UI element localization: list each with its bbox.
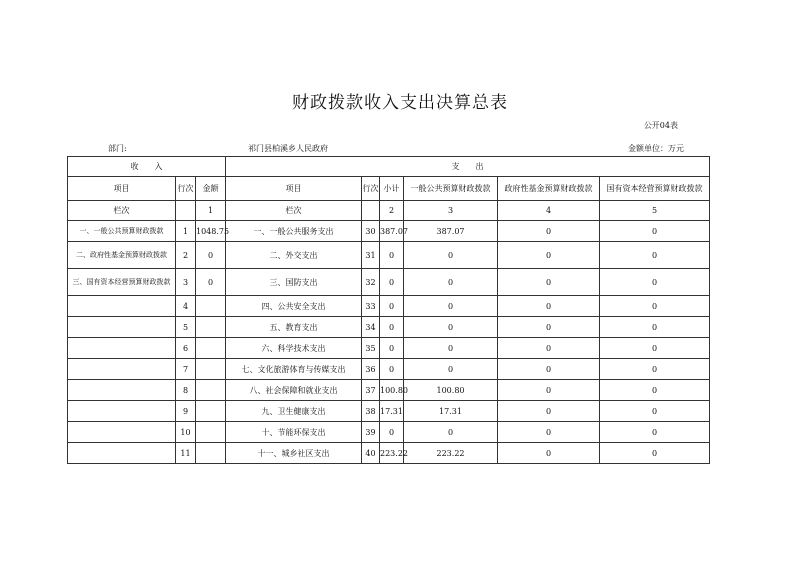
general-budget-value: 0 [404,242,498,269]
income-line-no: 5 [176,317,196,338]
expense-item: 三、国防支出 [226,269,362,296]
col-general-budget: 一般公共预算财政拨款 [404,177,498,201]
table-row [68,317,710,338]
table-row [68,221,710,242]
expense-item: 八、社会保障和就业支出 [226,380,362,401]
state-capital-value: 0 [600,242,710,269]
state-capital-value: 0 [600,380,710,401]
general-budget-value: 0 [404,338,498,359]
income-amount: 0 [196,242,226,269]
state-capital-value: 0 [600,269,710,296]
seq-subtotal: 2 [380,201,404,221]
state-capital-value: 0 [600,422,710,443]
income-amount [196,422,226,443]
col-subtotal: 小计 [380,177,404,201]
table-row [68,359,710,380]
income-line-no: 4 [176,296,196,317]
expense-header: 支 出 [226,157,710,177]
expense-item: 七、文化旅游体育与传媒支出 [226,359,362,380]
income-line-no: 7 [176,359,196,380]
expense-item: 九、卫生健康支出 [226,401,362,422]
income-amount [196,317,226,338]
state-capital-value: 0 [600,317,710,338]
gov-fund-value: 0 [498,359,600,380]
expense-line-no: 33 [362,296,380,317]
seq-general: 3 [404,201,498,221]
budget-summary-table [67,156,710,464]
table-row [68,443,710,464]
expense-item: 六、科学技术支出 [226,338,362,359]
state-capital-value: 0 [600,401,710,422]
state-capital-value: 0 [600,338,710,359]
expense-line-no: 39 [362,422,380,443]
general-budget-value: 0 [404,422,498,443]
general-budget-value: 0 [404,317,498,338]
income-line-no: 8 [176,380,196,401]
expense-item: 一、一般公共服务支出 [226,221,362,242]
income-item: 一、一般公共预算财政拨款 [68,221,176,242]
subtotal-value: 0 [380,269,404,296]
table-row [68,242,710,269]
gov-fund-value: 0 [498,296,600,317]
income-amount: 1048.75 [196,221,226,242]
col-expense-item: 项目 [226,177,362,201]
table-row [68,380,710,401]
expense-item: 十、节能环保支出 [226,422,362,443]
col-gov-fund: 政府性基金预算财政拨款 [498,177,600,201]
expense-line-no: 34 [362,317,380,338]
subtotal-value: 0 [380,296,404,317]
expense-item: 二、外交支出 [226,242,362,269]
unit-label: 金额单位：万元 [628,144,684,153]
subtotal-value: 0 [380,422,404,443]
gov-fund-value: 0 [498,380,600,401]
expense-item: 五、教育支出 [226,317,362,338]
department-label: 部门: [108,144,127,153]
table-row [68,296,710,317]
income-item [68,443,176,464]
income-line-no: 11 [176,443,196,464]
state-capital-value: 0 [600,221,710,242]
income-item [68,338,176,359]
income-line-no: 3 [176,269,196,296]
income-amount [196,359,226,380]
expense-line-no: 38 [362,401,380,422]
seq-exp-label: 栏次 [226,201,362,221]
subtotal-value: 17.31 [380,401,404,422]
expense-line-no: 40 [362,443,380,464]
income-header: 收 入 [68,157,226,177]
seq-empty [176,201,196,221]
seq-gov-fund: 4 [498,201,600,221]
expense-line-no: 31 [362,242,380,269]
expense-line-no: 30 [362,221,380,242]
income-amount [196,296,226,317]
income-item [68,422,176,443]
col-expense-line-no: 行次 [362,177,380,201]
income-item [68,359,176,380]
seq-amount: 1 [196,201,226,221]
state-capital-value: 0 [600,443,710,464]
subtotal-value: 0 [380,317,404,338]
subtotal-value: 0 [380,359,404,380]
general-budget-value: 100.80 [404,380,498,401]
table-row [68,269,710,296]
general-budget-value: 0 [404,359,498,380]
income-amount [196,380,226,401]
col-state-capital: 国有资本经营预算财政拨款 [600,177,710,201]
subtotal-value: 0 [380,242,404,269]
general-budget-value: 223.22 [404,443,498,464]
general-budget-value: 17.31 [404,401,498,422]
income-amount [196,401,226,422]
income-line-no: 2 [176,242,196,269]
general-budget-value: 0 [404,296,498,317]
subtotal-value: 0 [380,338,404,359]
seq-label: 栏次 [68,201,176,221]
table-row [68,401,710,422]
income-item [68,317,176,338]
income-item [68,296,176,317]
seq-state-capital: 5 [600,201,710,221]
col-income-item: 项目 [68,177,176,201]
gov-fund-value: 0 [498,317,600,338]
income-line-no: 9 [176,401,196,422]
form-code: 公开04表 [643,121,678,130]
seq-exp-empty [362,201,380,221]
subtotal-value: 387.07 [380,221,404,242]
income-amount: 0 [196,269,226,296]
expense-line-no: 37 [362,380,380,401]
expense-line-no: 32 [362,269,380,296]
income-amount [196,338,226,359]
subtotal-value: 223.22 [380,443,404,464]
gov-fund-value: 0 [498,338,600,359]
general-budget-value: 0 [404,269,498,296]
gov-fund-value: 0 [498,443,600,464]
gov-fund-value: 0 [498,221,600,242]
expense-line-no: 36 [362,359,380,380]
general-budget-value: 387.07 [404,221,498,242]
gov-fund-value: 0 [498,401,600,422]
expense-item: 四、公共安全支出 [226,296,362,317]
income-item: 三、国有资本经营预算财政拨款 [68,269,176,296]
department-value: 祁门县柏溪乡人民政府 [248,144,328,153]
income-item [68,380,176,401]
gov-fund-value: 0 [498,269,600,296]
document-title: 财政拨款收入支出决算总表 [292,93,508,113]
col-income-amount: 金额 [196,177,226,201]
gov-fund-value: 0 [498,242,600,269]
state-capital-value: 0 [600,359,710,380]
col-income-line-no: 行次 [176,177,196,201]
income-line-no: 1 [176,221,196,242]
income-item [68,401,176,422]
income-line-no: 10 [176,422,196,443]
income-item: 二、政府性基金预算财政拨款 [68,242,176,269]
table-row [68,422,710,443]
state-capital-value: 0 [600,296,710,317]
subtotal-value: 100.80 [380,380,404,401]
gov-fund-value: 0 [498,422,600,443]
expense-item: 十一、城乡社区支出 [226,443,362,464]
expense-line-no: 35 [362,338,380,359]
income-line-no: 6 [176,338,196,359]
table-row [68,338,710,359]
income-amount [196,443,226,464]
